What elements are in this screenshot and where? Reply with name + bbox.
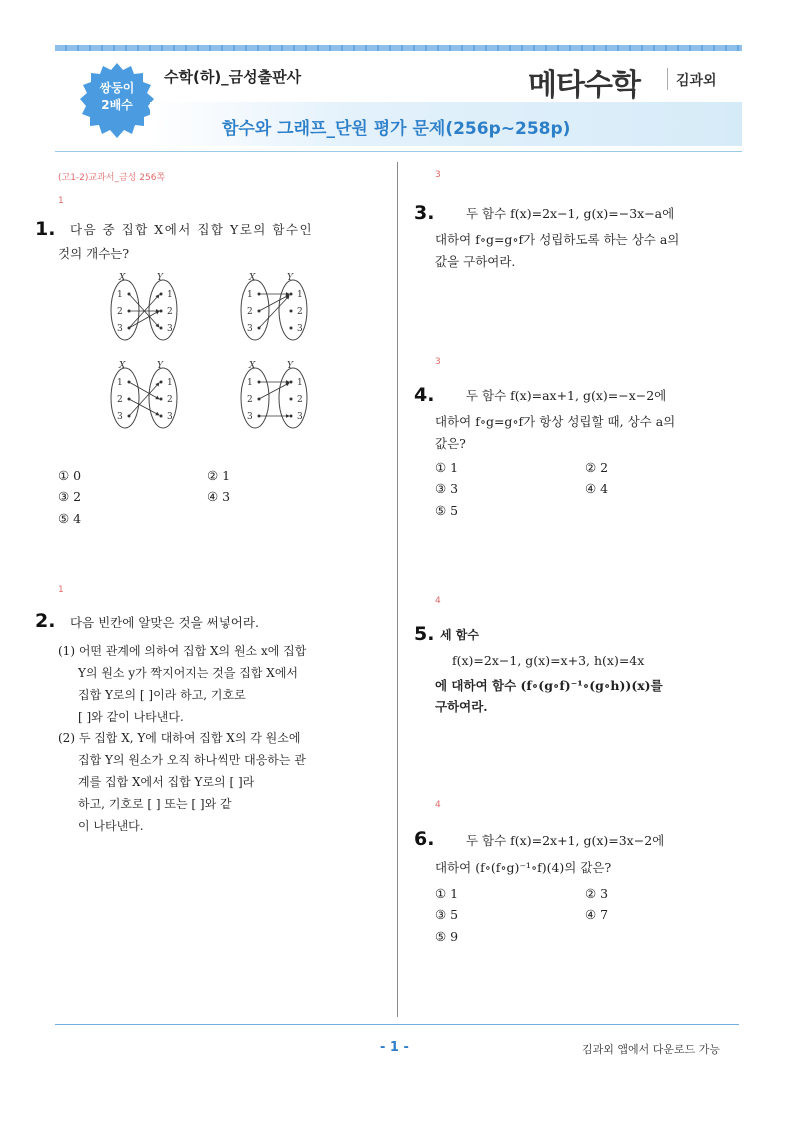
logo-main-text: 메타수학 [528, 68, 640, 103]
svg-text:1: 1 [117, 290, 123, 300]
q2-part1 [58, 640, 358, 728]
q4-line3: 값은? [435, 436, 466, 451]
q5-line2: f(x)=2x−1, g(x)=x+3, h(x)=4x [452, 653, 645, 668]
diagram-c [111, 361, 177, 428]
badge-line2: 2배수 [101, 98, 133, 112]
q5-line3: 에 대하여 함수 (f∘(g∘f)⁻¹∘(g∘h))(x)를 [435, 678, 663, 693]
q4-choice-5[interactable]: ⑤ 5 [435, 503, 459, 518]
q3-line1: 두 함수 f(x)=2x−1, g(x)=−3x−a에 [466, 206, 675, 221]
svg-text:2: 2 [117, 307, 123, 317]
q2-part2 [58, 727, 358, 837]
q6-line1: 두 함수 f(x)=2x+1, g(x)=3x−2에 [466, 833, 665, 848]
q6-line2: 대하여 (f∘(f∘g)⁻¹∘f)(4)의 값은? [435, 860, 612, 875]
q6-number: 6. [414, 828, 435, 850]
svg-text:3: 3 [247, 324, 253, 334]
q3-line3: 값을 구하여라. [435, 254, 516, 269]
svg-text:Y: Y [157, 361, 163, 371]
svg-text:Y: Y [287, 361, 293, 371]
svg-text:X: X [249, 361, 256, 371]
q1-choice-2[interactable]: ② 1 [207, 468, 231, 483]
badge-line1: 쌍둥이 [99, 81, 135, 95]
diagram-a [111, 273, 177, 340]
q1-number: 1. [35, 218, 56, 240]
q2-p2-line: 이 나타낸다. [78, 819, 144, 833]
page-title: 함수와 그래프_단원 평가 문제(256p~258p) [222, 119, 571, 139]
svg-text:2: 2 [167, 307, 173, 317]
mapping-diagrams [105, 268, 345, 438]
q5-number: 5. [414, 623, 435, 645]
q2-p2-line: 집합 Y의 원소가 오직 하나씩만 대응하는 관 [78, 753, 306, 767]
q2-p2-line: 하고, 기호로 [ ] 또는 [ ]와 같 [78, 797, 232, 811]
q4-line2: 대하여 f∘g=g∘f가 항상 성립할 때, 상수 a의 [435, 414, 676, 429]
svg-text:2: 2 [247, 307, 253, 317]
subject-label: 수학(하)_금성출판사 [164, 68, 302, 86]
badge-text [78, 80, 156, 114]
q4-line1: 두 함수 f(x)=ax+1, g(x)=−x−2에 [466, 388, 667, 403]
diagram-b [241, 273, 307, 340]
q4-choice-2[interactable]: ② 2 [585, 460, 609, 475]
svg-text:3: 3 [167, 412, 173, 422]
q5-line1: 세 함수 [440, 628, 479, 642]
header-divider [55, 151, 742, 152]
svg-text:2: 2 [247, 395, 253, 405]
header-top-bar [55, 45, 742, 51]
q4-choice-4[interactable]: ④ 4 [585, 481, 609, 496]
q3-line2: 대하여 f∘g=g∘f가 성립하도록 하는 상수 a의 [435, 232, 680, 247]
q2-line1: 다음 빈칸에 알맞은 것을 써넣어라. [70, 615, 259, 630]
svg-text:1: 1 [247, 378, 253, 388]
svg-text:1: 1 [297, 290, 303, 300]
svg-text:Y: Y [157, 273, 163, 283]
svg-text:1: 1 [167, 378, 173, 388]
q2-p1-line: 집합 Y로의 [ ]이라 하고, 기호로 [78, 688, 246, 702]
q3-number: 3. [414, 202, 435, 224]
q2-p1-line: Y의 원소 y가 짝지어지는 것을 집합 X에서 [78, 666, 299, 680]
q4-level: 3 [435, 357, 441, 367]
svg-text:3: 3 [117, 412, 123, 422]
svg-text:1: 1 [297, 378, 303, 388]
q1-choice-3[interactable]: ③ 2 [58, 489, 82, 504]
column-divider [397, 162, 398, 1017]
svg-text:3: 3 [247, 412, 253, 422]
svg-text:X: X [249, 273, 256, 283]
page-number: - 1 - [380, 1040, 409, 1055]
svg-text:X: X [119, 273, 126, 283]
q6-choice-2[interactable]: ② 3 [585, 886, 609, 901]
q3-level: 3 [435, 170, 441, 180]
q1-choice-5[interactable]: ⑤ 4 [58, 511, 82, 526]
svg-text:1: 1 [167, 290, 173, 300]
q4-choice-1[interactable]: ① 1 [435, 460, 459, 475]
q4-choice-3[interactable]: ③ 3 [435, 481, 459, 496]
q1-line1: 다음 중 집합 X에서 집합 Y로의 함수인 [70, 222, 314, 237]
q6-level: 4 [435, 800, 441, 810]
svg-text:3: 3 [297, 324, 303, 334]
q1-line2: 것의 개수는? [58, 246, 130, 261]
q2-number: 2. [35, 610, 56, 632]
svg-text:3: 3 [117, 324, 123, 334]
svg-text:3: 3 [167, 324, 173, 334]
q2-p1-line: (1) 어떤 관계에 의하여 집합 X의 원소 x에 집합 [58, 644, 307, 658]
svg-text:2: 2 [297, 395, 303, 405]
q4-number: 4. [414, 384, 435, 406]
footer-divider [55, 1024, 739, 1025]
q6-choice-1[interactable]: ① 1 [435, 886, 459, 901]
svg-text:X: X [119, 361, 126, 371]
svg-text:2: 2 [167, 395, 173, 405]
q2-p1-line: [ ]와 같이 나타낸다. [78, 710, 184, 724]
logo-main [528, 60, 640, 104]
q6-choice-3[interactable]: ③ 5 [435, 907, 459, 922]
q5-line4: 구하여라. [435, 699, 488, 714]
svg-text:1: 1 [117, 378, 123, 388]
footer-note: 김과외 앱에서 다운로드 가능 [582, 1043, 721, 1056]
q1-level: 1 [58, 196, 64, 206]
svg-text:2: 2 [117, 395, 123, 405]
q1-choice-1[interactable]: ① 0 [58, 468, 82, 483]
logo-divider [667, 68, 668, 90]
svg-text:2: 2 [297, 307, 303, 317]
diagram-d [241, 361, 307, 428]
q6-choice-5[interactable]: ⑤ 9 [435, 929, 459, 944]
q5-level: 4 [435, 596, 441, 606]
q2-p2-line: 계를 집합 X에서 집합 Y로의 [ ]라 [78, 775, 255, 789]
logo-sub: 김과외 [676, 73, 717, 89]
svg-text:1: 1 [247, 290, 253, 300]
svg-text:Y: Y [287, 273, 293, 283]
q6-choice-4[interactable]: ④ 7 [585, 907, 609, 922]
q2-level: 1 [58, 585, 64, 595]
q1-choice-4[interactable]: ④ 3 [207, 489, 231, 504]
q2-p2-line: (2) 두 집합 X, Y에 대하여 집합 X의 각 원소에 [58, 731, 301, 745]
svg-text:3: 3 [297, 412, 303, 422]
source-note: (고1-2)교과서_금성 256쪽 [58, 173, 166, 183]
